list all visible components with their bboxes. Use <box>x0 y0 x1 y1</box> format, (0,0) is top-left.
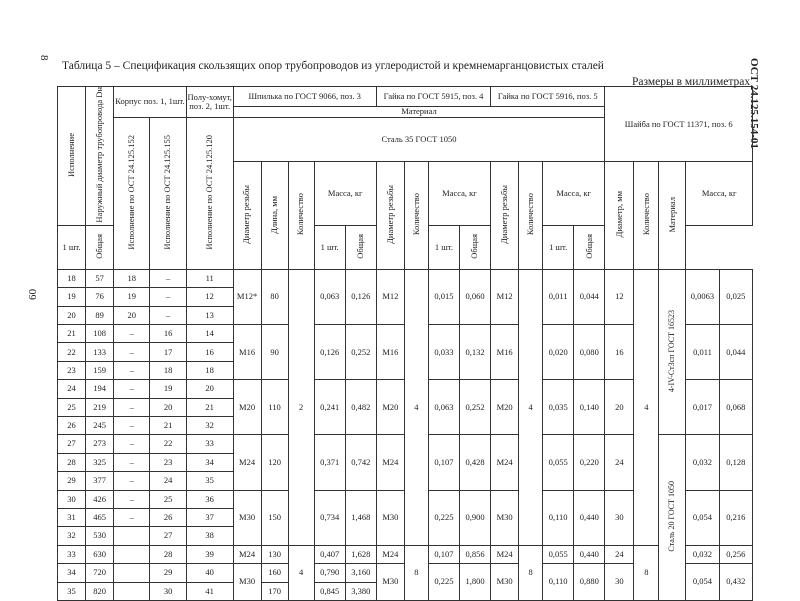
cell-stud-thread: M30 <box>233 564 261 601</box>
head-wm1: 1 шт. <box>543 225 574 269</box>
cell-korpus-a: – <box>114 472 150 490</box>
head-g2d: Диаметр резьбы <box>491 162 519 269</box>
cell-stud-mass-total: 3,160 <box>345 564 376 582</box>
head-gayka2: Гайка по ГОСТ 5916, поз. 5 <box>491 87 605 107</box>
cell-korpus-b: 22 <box>150 435 186 453</box>
cell-washer-diam: 24 <box>605 545 634 563</box>
cell-nut1-mass-total: 0,252 <box>459 380 490 435</box>
cell-korpus-a: 20 <box>114 306 150 324</box>
cell-stud-thread: M24 <box>233 435 261 490</box>
cell-nut2-mass-total: 0,080 <box>574 325 605 380</box>
cell-korpus-b: 19 <box>150 380 186 398</box>
cell-poluhomut: 16 <box>186 343 233 361</box>
cell-stud-mass-total: 1,628 <box>345 545 376 563</box>
cell-diam: 245 <box>86 417 114 435</box>
head-korpus-b: Исполнение по ОСТ 24.125.155 <box>150 118 186 270</box>
cell-poluhomut: 33 <box>186 435 233 453</box>
cell-diam: 194 <box>86 380 114 398</box>
cell-washer-mass-total: 0,216 <box>719 490 752 545</box>
cell-ispolnenie: 35 <box>58 582 86 600</box>
head-korpus: Корпус поз. 1, 1шт. <box>114 87 187 118</box>
cell-washer-mass-total: 0,432 <box>719 564 752 601</box>
cell-korpus-b: 16 <box>150 325 186 343</box>
head-sl: Длина, мм <box>261 162 288 269</box>
cell-nut1-thread: M16 <box>376 325 404 380</box>
cell-nut1-thread: M30 <box>376 564 404 601</box>
spec-table-body <box>58 269 753 600</box>
cell-korpus-a: – <box>114 361 150 379</box>
standard-code: ОСТ 24.125.154-01 <box>748 58 760 149</box>
head-sm: Масса, кг <box>314 162 376 225</box>
cell-stud-mass1: 0,845 <box>314 582 345 600</box>
cell-nut2-mass-total: 0,044 <box>574 269 605 324</box>
cell-korpus-b: 29 <box>150 564 186 582</box>
cell-korpus-b: 23 <box>150 453 186 471</box>
cell-korpus-b: – <box>150 288 186 306</box>
cell-nut1-mass1: 0,107 <box>428 435 459 490</box>
cell-ispolnenie: 30 <box>58 490 86 508</box>
cell-nut2-mass1: 0,020 <box>543 325 574 380</box>
cell-stud-mass-total: 3,380 <box>345 582 376 600</box>
head-wq: Количество <box>634 162 659 269</box>
cell-washer-diam: 30 <box>605 490 634 545</box>
cell-nut2-thread: M24 <box>491 545 519 563</box>
cell-nut1-mass-total: 0,132 <box>459 325 490 380</box>
head-smo: Общая <box>86 225 114 269</box>
head-material: Материал <box>233 107 605 118</box>
cell-stud-length: 160 <box>261 564 288 582</box>
head-wmo: Общая <box>574 225 605 269</box>
cell-stud-thread: M16 <box>233 325 261 380</box>
spec-table <box>57 86 753 601</box>
cell-poluhomut: 32 <box>186 417 233 435</box>
cell-nut2-thread: M24 <box>491 435 519 490</box>
cell-korpus-a: – <box>114 325 150 343</box>
cell-washer-material <box>659 435 686 601</box>
cell-washer-diam: 12 <box>605 269 634 324</box>
cell-diam: 273 <box>86 435 114 453</box>
cell-washer-mass1: 0,032 <box>686 545 719 563</box>
cell-stud-length: 110 <box>261 380 288 435</box>
head-sd: Диаметр резьбы <box>233 162 261 269</box>
cell-diam: 108 <box>86 325 114 343</box>
cell-ispolnenie: 33 <box>58 545 86 563</box>
cell-poluhomut: 20 <box>186 380 233 398</box>
cell-washer-mass1: 0,017 <box>686 380 719 435</box>
cell-stud-length: 90 <box>261 325 288 380</box>
cell-nut1-mass-total: 0,428 <box>459 435 490 490</box>
cell-stud-mass1: 0,241 <box>314 380 345 435</box>
cell-washer-qty: 8 <box>634 545 659 600</box>
cell-nut1-mass1: 0,225 <box>428 564 459 601</box>
cell-nut1-mass-total: 0,900 <box>459 490 490 545</box>
head-shayba: Шайба по ГОСТ 11371, поз. 6 <box>605 87 753 162</box>
cell-poluhomut: 37 <box>186 509 233 527</box>
cell-diam: 377 <box>86 472 114 490</box>
cell-stud-thread: M30 <box>233 490 261 545</box>
cell-diam: 57 <box>86 269 114 287</box>
cell-diam: 89 <box>86 306 114 324</box>
cell-poluhomut: 36 <box>186 490 233 508</box>
cell-korpus-a: 19 <box>114 288 150 306</box>
cell-stud-length: 150 <box>261 490 288 545</box>
cell-ispolnenie: 23 <box>58 361 86 379</box>
cell-poluhomut: 41 <box>186 582 233 600</box>
cell-nut2-mass-total: 0,880 <box>574 564 605 601</box>
page-number-side: 60 <box>27 289 39 300</box>
cell-korpus-b: 28 <box>150 545 186 563</box>
cell-nut1-thread: M24 <box>376 545 404 563</box>
cell-washer-mass-total: 0,256 <box>719 545 752 563</box>
cell-ispolnenie: 27 <box>58 435 86 453</box>
cell-nut1-mass1: 0,015 <box>428 269 459 324</box>
cell-poluhomut: 12 <box>186 288 233 306</box>
cell-washer-material <box>659 269 686 435</box>
cell-washer-diam: 20 <box>605 380 634 435</box>
cell-nut1-thread: M30 <box>376 490 404 545</box>
cell-nut2-mass-total: 0,220 <box>574 435 605 490</box>
cell-nut2-mass1: 0,110 <box>543 490 574 545</box>
cell-nut1-thread: M20 <box>376 380 404 435</box>
cell-stud-length: 120 <box>261 435 288 490</box>
cell-ispolnenie: 29 <box>58 472 86 490</box>
cell-stud-mass-total: 0,742 <box>345 435 376 490</box>
cell-korpus-a <box>114 564 150 582</box>
cell-korpus-b: – <box>150 269 186 287</box>
cell-nut1-mass1: 0,225 <box>428 490 459 545</box>
table-title: Таблица 5 – Спецификация скользящих опор трубопроводов из углеродистой и кремнемарганцовистых сталей <box>62 60 604 72</box>
cell-korpus-b: 20 <box>150 398 186 416</box>
cell-diam: 325 <box>86 453 114 471</box>
cell-ispolnenie: 21 <box>58 325 86 343</box>
head-g1m1: 1 шт. <box>314 225 345 269</box>
cell-stud-mass-total: 0,252 <box>345 325 376 380</box>
cell-poluhomut: 18 <box>186 361 233 379</box>
cell-korpus-b: 26 <box>150 509 186 527</box>
cell-diam: 530 <box>86 527 114 545</box>
cell-ispolnenie: 31 <box>58 509 86 527</box>
head-sm1: 1 шт. <box>58 225 86 269</box>
cell-nut1-qty: 4 <box>404 269 428 545</box>
cell-ispolnenie: 22 <box>58 343 86 361</box>
head-ispolnenie: Исполнение <box>58 87 86 226</box>
cell-nut2-qty: 8 <box>519 545 543 600</box>
head-g2q: Количество <box>519 162 543 269</box>
cell-poluhomut: 34 <box>186 453 233 471</box>
head-sq: Количество <box>288 162 314 269</box>
cell-stud-mass1: 0,734 <box>314 490 345 545</box>
cell-stud-length: 170 <box>261 582 288 600</box>
head-g1d: Диаметр резьбы <box>376 162 404 269</box>
head-g2m1: 1 шт. <box>428 225 459 269</box>
cell-korpus-a: – <box>114 509 150 527</box>
cell-nut1-mass1: 0,063 <box>428 380 459 435</box>
material-label: 4-IV-Ст3сп ГОСТ 16523 <box>666 309 676 393</box>
cell-ispolnenie: 19 <box>58 288 86 306</box>
cell-poluhomut: 35 <box>186 472 233 490</box>
cell-diam: 76 <box>86 288 114 306</box>
cell-washer-mass-total: 0,044 <box>719 325 752 380</box>
cell-ispolnenie: 25 <box>58 398 86 416</box>
cell-diam: 820 <box>86 582 114 600</box>
head-g1mo: Общая <box>345 225 376 269</box>
cell-nut2-mass1: 0,011 <box>543 269 574 324</box>
cell-diam: 159 <box>86 361 114 379</box>
cell-stud-qty: 4 <box>288 545 314 600</box>
cell-washer-mass-total: 0,128 <box>719 435 752 490</box>
head-diam: Наружный диаметр трубопровода Dн <box>86 87 114 226</box>
cell-poluhomut: 21 <box>186 398 233 416</box>
cell-nut1-qty: 8 <box>404 545 428 600</box>
cell-poluhomut: 39 <box>186 545 233 563</box>
cell-ispolnenie: 28 <box>58 453 86 471</box>
cell-korpus-a <box>114 545 150 563</box>
cell-washer-mass1: 0,054 <box>686 490 719 545</box>
cell-stud-length: 80 <box>261 269 288 324</box>
cell-diam: 219 <box>86 398 114 416</box>
cell-washer-qty: 4 <box>634 269 659 545</box>
cell-washer-mass1: 0,054 <box>686 564 719 601</box>
cell-nut2-mass-total: 0,440 <box>574 545 605 563</box>
cell-korpus-b: 18 <box>150 361 186 379</box>
cell-nut2-mass-total: 0,140 <box>574 380 605 435</box>
cell-korpus-b: 21 <box>150 417 186 435</box>
cell-poluhomut: 14 <box>186 325 233 343</box>
cell-korpus-a <box>114 527 150 545</box>
head-g1m: Масса, кг <box>428 162 490 225</box>
head-poluhomut-a: Исполнение по ОСТ 24.125.120 <box>186 118 233 270</box>
cell-nut2-thread: M20 <box>491 380 519 435</box>
cell-washer-diam: 16 <box>605 325 634 380</box>
cell-stud-mass-total: 1,468 <box>345 490 376 545</box>
head-poluhomut: Полу-хомут, поз. 2, 1шт. <box>186 87 233 118</box>
cell-washer-mass1: 0,011 <box>686 325 719 380</box>
cell-korpus-b: 17 <box>150 343 186 361</box>
cell-korpus-a: – <box>114 343 150 361</box>
cell-poluhomut: 13 <box>186 306 233 324</box>
cell-nut2-mass1: 0,110 <box>543 564 574 601</box>
cell-stud-mass1: 0,790 <box>314 564 345 582</box>
cell-korpus-a: – <box>114 417 150 435</box>
cell-nut2-mass1: 0,035 <box>543 380 574 435</box>
cell-stud-mass1: 0,126 <box>314 325 345 380</box>
cell-korpus-a: – <box>114 490 150 508</box>
cell-washer-diam: 24 <box>605 435 634 490</box>
cell-nut2-thread: M30 <box>491 564 519 601</box>
cell-korpus-a <box>114 582 150 600</box>
cell-korpus-b: 30 <box>150 582 186 600</box>
head-wd: Диаметр, мм <box>605 162 634 269</box>
cell-korpus-b: 25 <box>150 490 186 508</box>
cell-korpus-b: 27 <box>150 527 186 545</box>
cell-stud-mass1: 0,063 <box>314 269 345 324</box>
cell-ispolnenie: 24 <box>58 380 86 398</box>
cell-nut2-mass1: 0,055 <box>543 435 574 490</box>
head-wmat: Материал <box>659 162 686 269</box>
cell-nut2-thread: M16 <box>491 325 519 380</box>
cell-nut1-mass-total: 0,060 <box>459 269 490 324</box>
cell-washer-diam: 30 <box>605 564 634 601</box>
cell-stud-thread: M20 <box>233 380 261 435</box>
cell-nut1-mass-total: 0,856 <box>459 545 490 563</box>
cell-poluhomut: 40 <box>186 564 233 582</box>
cell-korpus-a: – <box>114 398 150 416</box>
cell-stud-mass1: 0,407 <box>314 545 345 563</box>
cell-nut1-thread: M24 <box>376 435 404 490</box>
cell-poluhomut: 38 <box>186 527 233 545</box>
cell-nut1-mass1: 0,033 <box>428 325 459 380</box>
cell-korpus-a: – <box>114 453 150 471</box>
cell-stud-mass-total: 0,126 <box>345 269 376 324</box>
cell-washer-mass1: 0,032 <box>686 435 719 490</box>
cell-poluhomut: 11 <box>186 269 233 287</box>
units-note: Размеры в миллиметрах <box>632 76 751 88</box>
cell-diam: 465 <box>86 509 114 527</box>
cell-stud-mass1: 0,371 <box>314 435 345 490</box>
table-row <box>58 545 753 563</box>
cell-diam: 720 <box>86 564 114 582</box>
cell-nut1-mass1: 0,107 <box>428 545 459 563</box>
cell-stud-mass-total: 0,482 <box>345 380 376 435</box>
cell-ispolnenie: 32 <box>58 527 86 545</box>
cell-ispolnenie: 26 <box>58 417 86 435</box>
cell-nut2-thread: M12 <box>491 269 519 324</box>
head-g2mo: Общая <box>459 225 490 269</box>
cell-korpus-b: 24 <box>150 472 186 490</box>
head-gayka1: Гайка по ГОСТ 5915, поз. 4 <box>376 87 490 107</box>
cell-diam: 133 <box>86 343 114 361</box>
cell-stud-length: 130 <box>261 545 288 563</box>
cell-korpus-a: 18 <box>114 269 150 287</box>
cell-nut2-thread: M30 <box>491 490 519 545</box>
head-korpus-a: Исполнение по ОСТ 24.125.152 <box>114 118 150 270</box>
cell-korpus-b: – <box>150 306 186 324</box>
cell-nut2-mass-total: 0,440 <box>574 490 605 545</box>
head-g2m: Масса, кг <box>543 162 605 225</box>
cell-washer-mass-total: 0,068 <box>719 380 752 435</box>
cell-ispolnenie: 18 <box>58 269 86 287</box>
head-g1q: Количество <box>404 162 428 269</box>
cell-ispolnenie: 20 <box>58 306 86 324</box>
cell-nut1-thread: M12 <box>376 269 404 324</box>
cell-korpus-a: – <box>114 380 150 398</box>
material-label: Сталь 20 ГОСТ 1050 <box>666 481 676 552</box>
cell-nut2-qty: 4 <box>519 269 543 545</box>
cell-diam: 426 <box>86 490 114 508</box>
cell-stud-thread: M12* <box>233 269 261 324</box>
cell-nut1-mass-total: 1,800 <box>459 564 490 601</box>
cell-stud-qty: 2 <box>288 269 314 545</box>
cell-ispolnenie: 34 <box>58 564 86 582</box>
cell-korpus-a: – <box>114 435 150 453</box>
cell-washer-mass1: 0,0063 <box>686 269 719 324</box>
head-material-value: Сталь 35 ГОСТ 1050 <box>233 118 605 162</box>
cell-diam: 630 <box>86 545 114 563</box>
head-shpilka: Шпилька по ГОСТ 9066, поз. 3 <box>233 87 376 107</box>
cell-nut2-mass1: 0,055 <box>543 545 574 563</box>
head-wm: Масса, кг <box>686 162 753 225</box>
cell-stud-thread: M24 <box>233 545 261 563</box>
cell-washer-mass-total: 0,025 <box>719 269 752 324</box>
table-row <box>58 269 753 287</box>
page-number-top: 8 <box>38 55 50 61</box>
